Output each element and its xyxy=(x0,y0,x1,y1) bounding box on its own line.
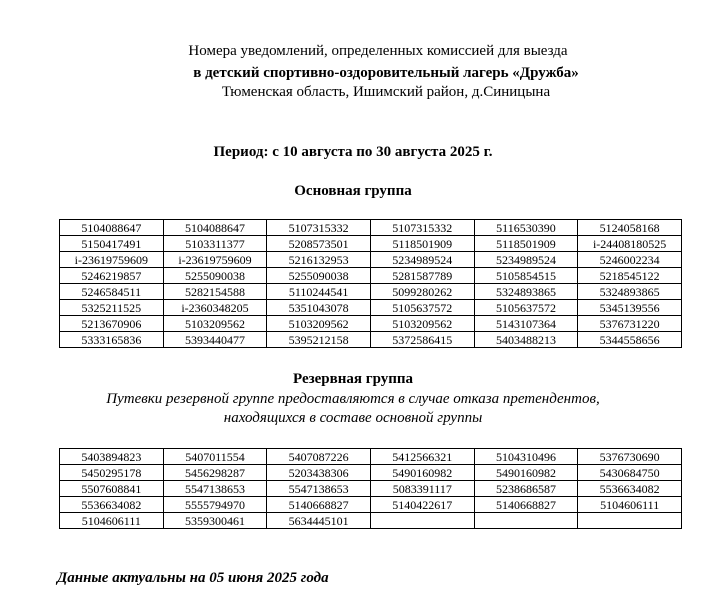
table-cell: 5150417491 xyxy=(60,236,164,252)
table-cell: 5103311377 xyxy=(163,236,267,252)
table-cell: 5105637572 xyxy=(474,300,578,316)
table-cell: 5430684750 xyxy=(578,465,682,481)
table-cell: 5104606111 xyxy=(60,513,164,529)
table-cell: 5403894823 xyxy=(60,449,164,465)
table-cell: 5344558656 xyxy=(578,332,682,348)
table-cell: 5118501909 xyxy=(370,236,474,252)
table-cell: 5507608841 xyxy=(60,481,164,497)
table-cell: i-23619759609 xyxy=(60,252,164,268)
table-cell: 5407087226 xyxy=(267,449,371,465)
table-cell: 5203438306 xyxy=(267,465,371,481)
table-cell: 5104088647 xyxy=(163,220,267,236)
table-cell: 5099280262 xyxy=(370,284,474,300)
table-cell: 5140422617 xyxy=(370,497,474,513)
table-row xyxy=(60,220,682,236)
table-row xyxy=(60,332,682,348)
header-line-2: в детский спортивно-оздоровительный лагерь «Дружба» xyxy=(193,65,579,81)
table-cell: 5634445101 xyxy=(267,513,371,529)
table-row xyxy=(60,300,682,316)
table-row xyxy=(60,268,682,284)
table-cell: 5490160982 xyxy=(370,465,474,481)
table-cell: 5234989524 xyxy=(370,252,474,268)
table-cell: 5216132953 xyxy=(267,252,371,268)
table-cell: 5333165836 xyxy=(60,332,164,348)
table-cell: 5547138653 xyxy=(267,481,371,497)
table-cell: 5255090038 xyxy=(163,268,267,284)
table-cell: 5083391117 xyxy=(370,481,474,497)
table-cell: 5536634082 xyxy=(60,497,164,513)
table-cell: 5255090038 xyxy=(267,268,371,284)
table-cell: 5140668827 xyxy=(267,497,371,513)
table-row xyxy=(60,481,682,497)
table-cell: 5412566321 xyxy=(370,449,474,465)
table-cell: 5555794970 xyxy=(163,497,267,513)
table-cell: 5456298287 xyxy=(163,465,267,481)
table-cell: 5324893865 xyxy=(578,284,682,300)
table-cell: 5450295178 xyxy=(60,465,164,481)
table-cell: 5372586415 xyxy=(370,332,474,348)
table-cell: 5407011554 xyxy=(163,449,267,465)
table-cell: 5281587789 xyxy=(370,268,474,284)
table-cell: 5395212158 xyxy=(267,332,371,348)
table-cell: 5376730690 xyxy=(578,449,682,465)
table-cell: 5103209562 xyxy=(267,316,371,332)
table-cell: 5105854515 xyxy=(474,268,578,284)
table-cell: 5282154588 xyxy=(163,284,267,300)
table-cell: 5218545122 xyxy=(578,268,682,284)
table-cell: 5325211525 xyxy=(60,300,164,316)
table-cell xyxy=(474,513,578,529)
table-cell xyxy=(578,513,682,529)
reserve-group-note-line-1: Путевки резервной группе предоставляются в случае отказа претендентов, xyxy=(106,391,600,407)
table-cell xyxy=(370,513,474,529)
table-cell: 5116530390 xyxy=(474,220,578,236)
table-cell: 5103209562 xyxy=(370,316,474,332)
table-cell: 5234989524 xyxy=(474,252,578,268)
table-cell: 5536634082 xyxy=(578,481,682,497)
table-cell: i-2360348205 xyxy=(163,300,267,316)
table-cell: 5104606111 xyxy=(578,497,682,513)
header-line-3: Тюменская область, Ишимский район, д.Синицына xyxy=(221,84,551,100)
table-cell: 5124058168 xyxy=(578,220,682,236)
main-group-table-body xyxy=(60,220,682,348)
table-row xyxy=(60,449,682,465)
table-row xyxy=(60,236,682,252)
table-cell: 5351043078 xyxy=(267,300,371,316)
table-cell: 5403488213 xyxy=(474,332,578,348)
table-cell: 5140668827 xyxy=(474,497,578,513)
main-group-title: Основная группа xyxy=(294,183,412,199)
reserve-group-table xyxy=(59,448,682,529)
table-row xyxy=(60,316,682,332)
table-cell: 5118501909 xyxy=(474,236,578,252)
footer-note: Данные актуальны на 05 июня 2025 года xyxy=(57,570,329,586)
table-cell: 5246584511 xyxy=(60,284,164,300)
table-cell: 5208573501 xyxy=(267,236,371,252)
period-title: Период: с 10 августа по 30 августа 2025 г. xyxy=(213,144,493,160)
table-cell: 5104310496 xyxy=(474,449,578,465)
table-cell: 5238686587 xyxy=(474,481,578,497)
table-cell: 5359300461 xyxy=(163,513,267,529)
table-cell: 5490160982 xyxy=(474,465,578,481)
table-cell: 5246219857 xyxy=(60,268,164,284)
table-row xyxy=(60,465,682,481)
table-cell: 5104088647 xyxy=(60,220,164,236)
table-row xyxy=(60,513,682,529)
table-cell: 5345139556 xyxy=(578,300,682,316)
table-cell: 5547138653 xyxy=(163,481,267,497)
reserve-group-note-line-2: находящихся в составе основной группы xyxy=(223,410,483,426)
table-cell: 5376731220 xyxy=(578,316,682,332)
table-row xyxy=(60,497,682,513)
header-line-1: Номера уведомлений, определенных комиссией для выезда xyxy=(188,43,568,59)
table-cell: 5105637572 xyxy=(370,300,474,316)
table-cell: 5246002234 xyxy=(578,252,682,268)
table-cell: i-24408180525 xyxy=(578,236,682,252)
main-group-table xyxy=(59,219,682,348)
reserve-group-title: Резервная группа xyxy=(293,371,413,387)
table-cell: 5110244541 xyxy=(267,284,371,300)
table-cell: 5107315332 xyxy=(267,220,371,236)
table-cell: 5107315332 xyxy=(370,220,474,236)
reserve-group-table-body xyxy=(60,449,682,529)
table-cell: 5103209562 xyxy=(163,316,267,332)
table-cell: i-23619759609 xyxy=(163,252,267,268)
table-cell: 5213670906 xyxy=(60,316,164,332)
table-cell: 5393440477 xyxy=(163,332,267,348)
table-row xyxy=(60,252,682,268)
table-row xyxy=(60,284,682,300)
table-cell: 5143107364 xyxy=(474,316,578,332)
table-cell: 5324893865 xyxy=(474,284,578,300)
